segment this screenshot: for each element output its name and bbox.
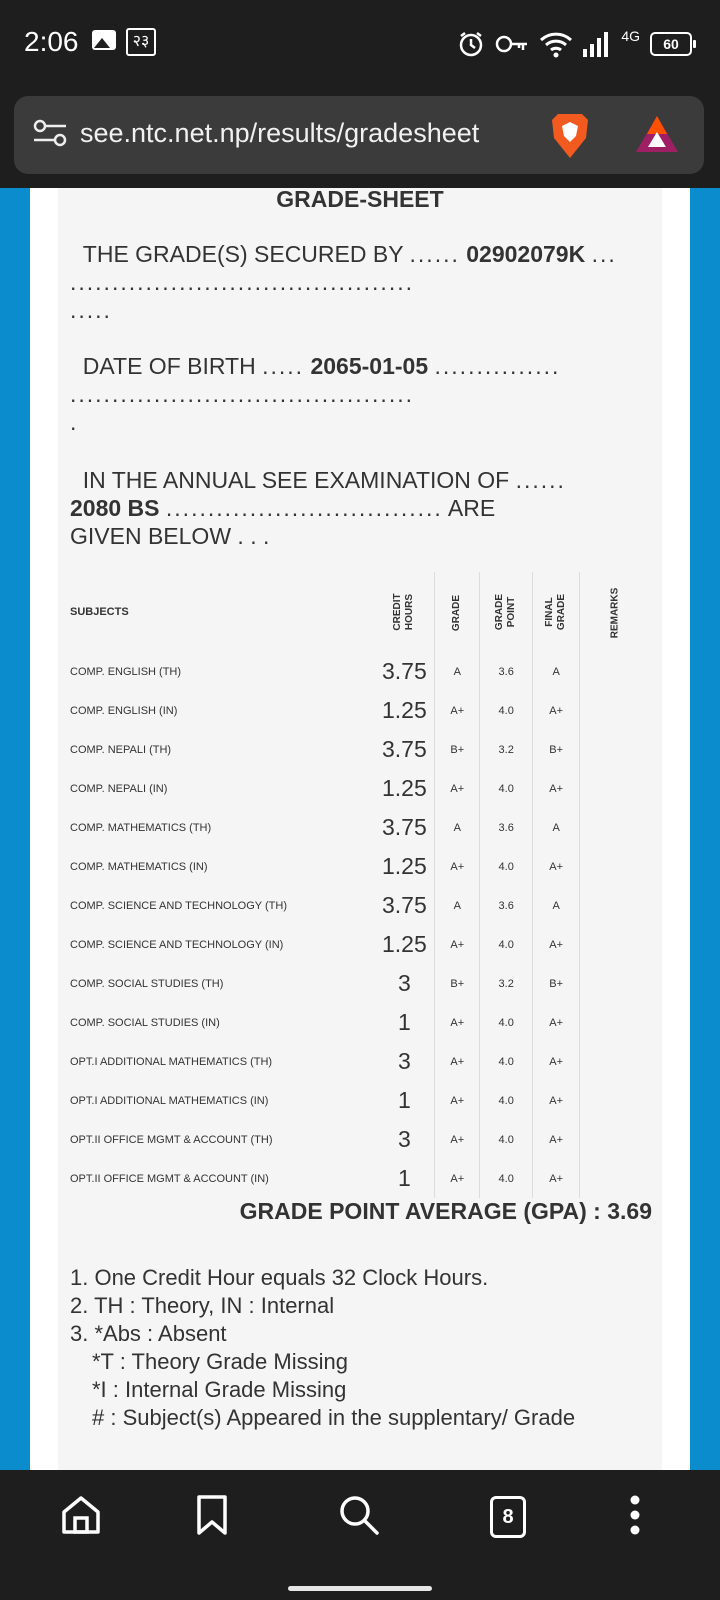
grade-point-cell: 4.0 [498,1016,514,1029]
bottom-toolbar [0,1470,720,1600]
table-row [70,730,650,769]
credit-hours-cell: 1.25 [381,931,427,957]
exam-label: IN THE ANNUAL SEE EXAMINATION OF [82,467,510,493]
subject-cell: COMP. SOCIAL STUDIES (IN) [70,1016,220,1029]
more-menu-icon[interactable] [628,1492,642,1538]
remarks-cell [580,652,650,691]
remarks-cell [580,808,650,847]
remarks-cell [580,691,650,730]
tabs-button[interactable]: 8 [490,1496,526,1538]
credit-hours-cell: 3 [397,1048,411,1074]
final-grade-cell: A+ [533,1081,580,1120]
subject-cell: COMP. MATHEMATICS (IN) [70,860,208,873]
grade-point-cell: 4.0 [498,704,514,717]
url-text[interactable]: see.ntc.net.np/results/gradesheet [80,118,480,148]
final-grade-cell: A [533,652,580,691]
signal-icon [583,31,611,57]
remarks-cell [580,964,650,1003]
remarks-cell [580,769,650,808]
secured-by-line: THE GRADE(S) SECURED BY ...... 02902079K ... ......................................... ..... [70,241,617,323]
dob-label: DATE OF BIRTH [82,353,256,379]
grade-cell: A+ [435,925,480,964]
grade-point-cell: 3.6 [498,899,514,912]
bookmark-icon[interactable] [194,1492,230,1538]
subject-cell: OPT.II OFFICE MGMT & ACCOUNT (IN) [70,1172,269,1185]
note-item: 2. TH : Theory, IN : Internal [70,1293,335,1318]
grade-cell: B+ [435,730,480,769]
grade-point-cell: 4.0 [498,938,514,951]
grade-cell: A+ [435,769,480,808]
page-title: GRADE-SHEET [276,188,444,212]
table-row [70,691,650,730]
header-subjects: SUBJECTS [70,606,129,618]
notes-list [70,1264,656,1432]
grade-point-cell: 3.2 [498,977,514,990]
home-icon[interactable] [58,1492,104,1538]
table-row [70,769,650,808]
subject-cell: COMP. NEPALI (IN) [70,782,168,795]
final-grade-cell: A+ [533,1042,580,1081]
subject-cell: COMP. SOCIAL STUDIES (TH) [70,977,224,990]
date-of-birth: 2065-01-05 [310,353,429,379]
subject-cell: COMP. SCIENCE AND TECHNOLOGY (TH) [70,899,287,912]
remarks-cell [580,886,650,925]
final-grade-cell: B+ [533,964,580,1003]
grade-point-cell: 4.0 [498,860,514,873]
credit-hours-cell: 1 [397,1165,411,1191]
clock: 2:06 [24,26,79,57]
status-bar [0,0,720,88]
grade-cell: A+ [435,1003,480,1042]
grade-cell: A [435,652,480,691]
table-row [70,925,650,964]
search-icon[interactable] [336,1492,382,1538]
credit-hours-cell: 1.25 [381,775,427,801]
site-settings-icon[interactable] [32,118,68,148]
gradesheet-page [30,188,690,1470]
credit-hours-cell: 3.75 [381,814,427,840]
gpa-summary: GRADE POINT AVERAGE (GPA) : 3.69 [239,1198,652,1224]
header-final-grade: FINAL GRADE [533,572,580,652]
grade-cell: A+ [435,1081,480,1120]
final-grade-cell: A+ [533,1003,580,1042]
note-item: *T : Theory Grade Missing [92,1349,348,1374]
credit-hours-cell: 3.75 [381,736,427,762]
final-grade-cell: A [533,808,580,847]
network-type: 4G [621,28,640,44]
credit-hours-cell: 1 [397,1009,411,1035]
table-row [70,1081,650,1120]
table-row [70,1042,650,1081]
symbol-number: 02902079K [466,241,586,267]
table-row [70,808,650,847]
note-item: *I : Internal Grade Missing [92,1377,347,1402]
grade-point-cell: 3.6 [498,821,514,834]
address-bar[interactable] [14,96,704,174]
grade-cell: B+ [435,964,480,1003]
table-row [70,964,650,1003]
table-row [70,1120,650,1159]
table-row [70,1003,650,1042]
remarks-cell [580,1003,650,1042]
table-row [70,886,650,925]
brave-shields-icon[interactable] [544,108,596,162]
credit-hours-cell: 3 [397,970,411,996]
subject-cell: OPT.I ADDITIONAL MATHEMATICS (TH) [70,1055,273,1068]
web-content[interactable] [0,188,720,1470]
final-grade-cell: B+ [533,730,580,769]
credit-hours-cell: 1.25 [381,853,427,879]
wifi-icon [539,30,573,58]
header-credit-hours: CREDIT HOURS [392,593,416,631]
image-notification-icon [92,30,116,50]
exam-year: 2080 BS [70,495,160,521]
grade-point-cell: 3.2 [498,743,514,756]
credit-hours-cell: 3.75 [381,658,427,684]
subject-cell: OPT.II OFFICE MGMT & ACCOUNT (TH) [70,1133,273,1146]
header-grade: GRADE [435,572,480,652]
subject-cell: COMP. MATHEMATICS (TH) [70,821,212,834]
remarks-cell [580,847,650,886]
remarks-cell [580,730,650,769]
grade-cell: A [435,808,480,847]
final-grade-cell: A+ [533,1159,580,1198]
final-grade-cell: A+ [533,769,580,808]
subject-cell: COMP. SCIENCE AND TECHNOLOGY (IN) [70,938,284,951]
remarks-cell [580,1042,650,1081]
remarks-cell [580,925,650,964]
gesture-handle[interactable] [288,1586,432,1591]
exam-line: IN THE ANNUAL SEE EXAMINATION OF ...... 2080 BS ................................. ARE GIVEN BELOW . . . [70,467,566,549]
secured-by-label: THE GRADE(S) SECURED BY [82,241,404,267]
subject-cell: OPT.I ADDITIONAL MATHEMATICS (IN) [70,1094,269,1107]
credit-hours-cell: 1.25 [381,697,427,723]
grade-point-cell: 4.0 [498,1172,514,1185]
credit-hours-cell: 3.75 [381,892,427,918]
grade-cell: A [435,886,480,925]
grade-cell: A+ [435,1159,480,1198]
table-header-row [70,572,650,652]
note-item: # : Subject(s) Appeared in the supplentary/ Grade [92,1405,576,1430]
battery-icon: 60 [650,32,692,56]
remarks-cell [580,1159,650,1198]
grade-point-cell: 4.0 [498,782,514,795]
final-grade-cell: A+ [533,847,580,886]
remarks-cell [580,1120,650,1159]
given-below-text: GIVEN BELOW . . . [70,523,270,549]
notification-badge: २३ [126,28,156,56]
alarm-icon [457,30,485,58]
remarks-cell [580,1081,650,1120]
final-grade-cell: A [533,886,580,925]
credit-hours-cell: 3 [397,1126,411,1152]
grade-cell: A+ [435,1120,480,1159]
table-row [70,652,650,691]
table-row [70,847,650,886]
are-text: ARE [447,495,496,521]
grade-point-cell: 4.0 [498,1094,514,1107]
final-grade-cell: A+ [533,691,580,730]
grade-cell: A+ [435,847,480,886]
grade-point-cell: 4.0 [498,1055,514,1068]
final-grade-cell: A+ [533,925,580,964]
grade-cell: A+ [435,1042,480,1081]
grades-table [70,572,650,1198]
credit-hours-cell: 1 [397,1087,411,1113]
header-remarks: REMARKS [609,587,621,638]
grade-point-cell: 4.0 [498,1133,514,1146]
subject-cell: COMP. ENGLISH (IN) [70,704,178,717]
note-item: 3. *Abs : Absent [70,1321,227,1346]
grade-point-cell: 3.6 [498,665,514,678]
brave-rewards-icon[interactable] [634,114,680,154]
table-row [70,1159,650,1198]
grade-cell: A+ [435,691,480,730]
key-icon [495,32,529,56]
note-item: 1. One Credit Hour equals 32 Clock Hours. [70,1265,489,1290]
dob-line: DATE OF BIRTH ..... 2065-01-05 ............... ......................................... . [70,353,561,435]
subject-cell: COMP. NEPALI (TH) [70,743,172,756]
header-grade-point: GRADE POINT [494,593,518,631]
subject-cell: COMP. ENGLISH (TH) [70,665,182,678]
final-grade-cell: A+ [533,1120,580,1159]
